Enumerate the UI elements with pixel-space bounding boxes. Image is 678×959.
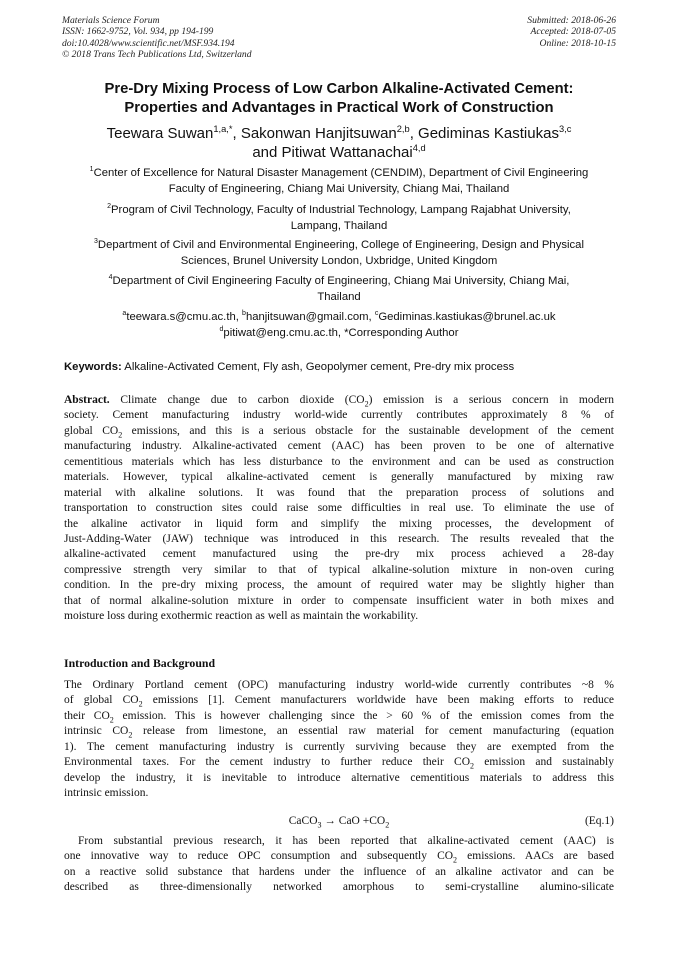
affiliation-2	[56, 203, 622, 234]
body-line: develop the industry, it is inevitable to introduce alternative cementitious materials to address this	[64, 771, 614, 784]
aff-4-num: 4	[108, 274, 113, 282]
keywords-label: Keywords:	[64, 361, 122, 373]
intro-paragraph-1	[64, 678, 614, 802]
abstract-line: the alkaline activator in liquid form and simplify the mixing processes, the development of	[64, 517, 614, 530]
paper-title	[50, 80, 628, 118]
journal-copyright: © 2018 Trans Tech Publications Ltd, Switzerland	[62, 49, 252, 61]
body-line: described as three-dimensionally networked amorphous to semi-crystalline alumino-silicate	[64, 881, 614, 894]
abstract-line: cementitious materials which has less disturbance to the environment and can be used as construction	[64, 455, 614, 468]
body-line: intrinsic $CO_2$ release from limestone, an essential raw material for cement manufacturing (equation	[64, 725, 615, 740]
affiliation-3	[56, 238, 622, 269]
body-line: of global $CO_2$ emissions [1]. Cement manufacturers worldwide have been making efforts to reduce	[64, 694, 614, 709]
intro-paragraph-2	[64, 834, 614, 896]
abstract-line: Abstract. Climate change due to carbon dioxide $(CO_2)$ emission is a serious concern in modern	[64, 394, 615, 409]
abstract-line: moisture loss during exothermic reaction as well as maintain the workability.	[64, 610, 419, 623]
author-3: Gediminas Kastiukas	[418, 125, 559, 142]
aff-2-line-2: Lampang, Thailand	[290, 219, 388, 232]
author-1: Teewara Suwan	[106, 125, 214, 142]
abstract-line: condition. In the pre-dry mixing process, the amount of required water may be slightly higher than	[64, 579, 614, 592]
aff-4-line-2: Thailand	[317, 290, 361, 303]
equation-body: CaCO$_3$ → CaO $+CO_2$	[288, 815, 390, 830]
journal-name: Materials Science Forum	[62, 15, 160, 26]
affiliation-4	[56, 274, 622, 305]
body-line: Environmental taxes. For the cement industry to further reduce their $CO_2$ emission and sustainably	[64, 756, 614, 771]
author-4-sup: 4,d	[412, 143, 426, 153]
abstract-line: manufacturing industry. Alkaline-activated cement (AAC) has been proven to be one of alternative	[64, 440, 614, 453]
aff-3-num: 3	[94, 238, 98, 246]
aff-2-line-1: Program of Civil Technology, Faculty of Industrial Technology, Lampang Rajabhat University,	[111, 204, 571, 216]
aff-1-line-2: Faculty of Engineering, Chiang Mai University, Chiang Mai, Thailand	[168, 182, 510, 195]
email-d: pitiwat@eng.cmu.ac.th	[223, 326, 338, 339]
journal-header	[62, 15, 252, 61]
submitted-date: Submitted: 2018-06-26	[527, 15, 616, 26]
email-b-mark: b	[242, 310, 246, 318]
email-c: Gediminas.kastiukas@brunel.ac.uk	[378, 311, 556, 323]
email-a-mark: a	[122, 310, 127, 318]
email-c-mark: c	[374, 310, 379, 318]
author-and: and	[252, 144, 278, 161]
aff-1-num: 1	[89, 166, 94, 174]
keywords-text: Alkaline-Activated Cement, Fly ash, Geopolymer cement, Pre-dry mix process	[124, 361, 515, 373]
arrow-icon: →	[324, 815, 336, 827]
aff-3-line-1: Department of Civil and Environmental Engineering, College of Engineering, Design and Physical	[97, 239, 584, 251]
abstract-line: transportation to construction sites could raise some difficulties in real use. To eliminate the use of	[64, 502, 614, 515]
abstract	[64, 393, 614, 625]
abstract-line: Just-Adding-Water (JAW) technique was introduced in this research. The results revealed that the	[64, 532, 614, 545]
online-date: Online: 2018-10-15	[539, 37, 616, 49]
corresponding-author-note: *Corresponding Author	[344, 326, 459, 339]
email-list: $^a$teewara.s@cmu.ac.th, $^b$hanjitsuwan@gmail.com, $^c$Gediminas.kastiukas@brunel.ac.uk $^d$pitiwat@eng.cmu.ac.th, *Corresponding Author	[122, 310, 556, 339]
journal-doi: doi:10.4028/www.scientific.net/MSF.934.194	[62, 37, 235, 49]
body-line: The Ordinary Portland cement (OPC) manufacturing industry world-wide currently contributes ~8 %	[64, 679, 614, 691]
email-d-mark: d	[219, 325, 224, 333]
authors-line-1: Teewara Suwan$^{1,a,*}$, Sakonwan Hanjitsuwan$^{2,b}$, Gediminas Kastiukas$^{3,c}$	[106, 124, 572, 142]
body-line: intrinsic emission.	[64, 787, 149, 800]
email-a: teewara.s@cmu.ac.th	[126, 311, 236, 323]
author-3-sup: 3,c	[558, 124, 572, 134]
aff-2-num: 2	[107, 203, 112, 211]
author-2-sup: 2,b	[396, 124, 410, 134]
body-line: one innovative way to reduce OPC consumption and subsequently $CO_2$ emissions. AACs are based	[64, 850, 614, 865]
journal-issn: ISSN: 1662-9752, Vol. 934, pp 194-199	[62, 26, 214, 38]
abstract-line: material with alkaline solutions. It was found that the preparation process of solutions and	[64, 486, 614, 499]
body-line: on a reactive solid substance that hardens under the influence of an alkaline activator and can be	[64, 865, 614, 878]
abstract-line: society. Cement manufacturing industry world-wide currently contributes approximately 8 % of	[64, 409, 614, 422]
title-line-2: Properties and Advantages in Practical Work of Construction	[124, 100, 554, 116]
accepted-date: Accepted: 2018-07-05	[530, 26, 616, 38]
dates-header	[527, 15, 616, 49]
equation-number: (Eq.1)	[584, 815, 614, 827]
author-list	[50, 124, 628, 162]
aff-4-line-1: Department of Civil Engineering Faculty of Engineering, Chiang Mai University, Chiang Mai,	[112, 275, 570, 287]
title-line-1: Pre-Dry Mixing Process of Low Carbon Alkaline-Activated Cement:	[104, 81, 574, 97]
author-2: Sakonwan Hanjitsuwan	[240, 125, 397, 142]
aff-1-line-1: Center of Excellence for Natural Disaster Management (CENDIM), Department of Civil Engineering	[93, 167, 589, 179]
author-4: Pitiwat Wattanachai	[281, 144, 413, 161]
abstract-line: global $CO_2$ emissions, and this is a serious obstacle for the sustainable development of the cement	[64, 424, 614, 440]
body-line: their $CO_2$ emission. This is however challenging since the > 60 % of the emission comes from the	[64, 709, 614, 725]
abstract-line: alkaline-activated cement manufactured using the pre-dry mix process achieved a 28-day	[64, 548, 614, 561]
email-b: hanjitsuwan@gmail.com	[245, 311, 369, 323]
abstract-line: materials. However, typical alkaline-activated cement is generally manufactured by mixing raw	[64, 471, 614, 484]
author-1-sup: 1,a,*	[213, 124, 233, 134]
body-line: From substantial previous research, it has been reported that alkaline-activated cement (AAC) is	[78, 835, 614, 847]
affiliation-1	[56, 166, 622, 197]
section-heading-introduction: Introduction and Background	[64, 656, 216, 670]
keywords	[64, 360, 514, 375]
aff-3-line-2: Sciences, Brunel University London, Uxbridge, United Kingdom	[180, 254, 498, 267]
body-line: 1). The cement manufacturing industry is currently surviving because they are exempted from the	[64, 740, 614, 753]
authors-line-2	[50, 143, 628, 162]
abstract-line: that of normal alkaline-solution mixture in order to compensate insufficient water in both mixes and	[64, 594, 614, 607]
abstract-line: compressive strength very similar to that of typical alkaline-solution mixture in non-oven curing	[64, 563, 614, 576]
abstract-label: Abstract.	[64, 394, 110, 406]
